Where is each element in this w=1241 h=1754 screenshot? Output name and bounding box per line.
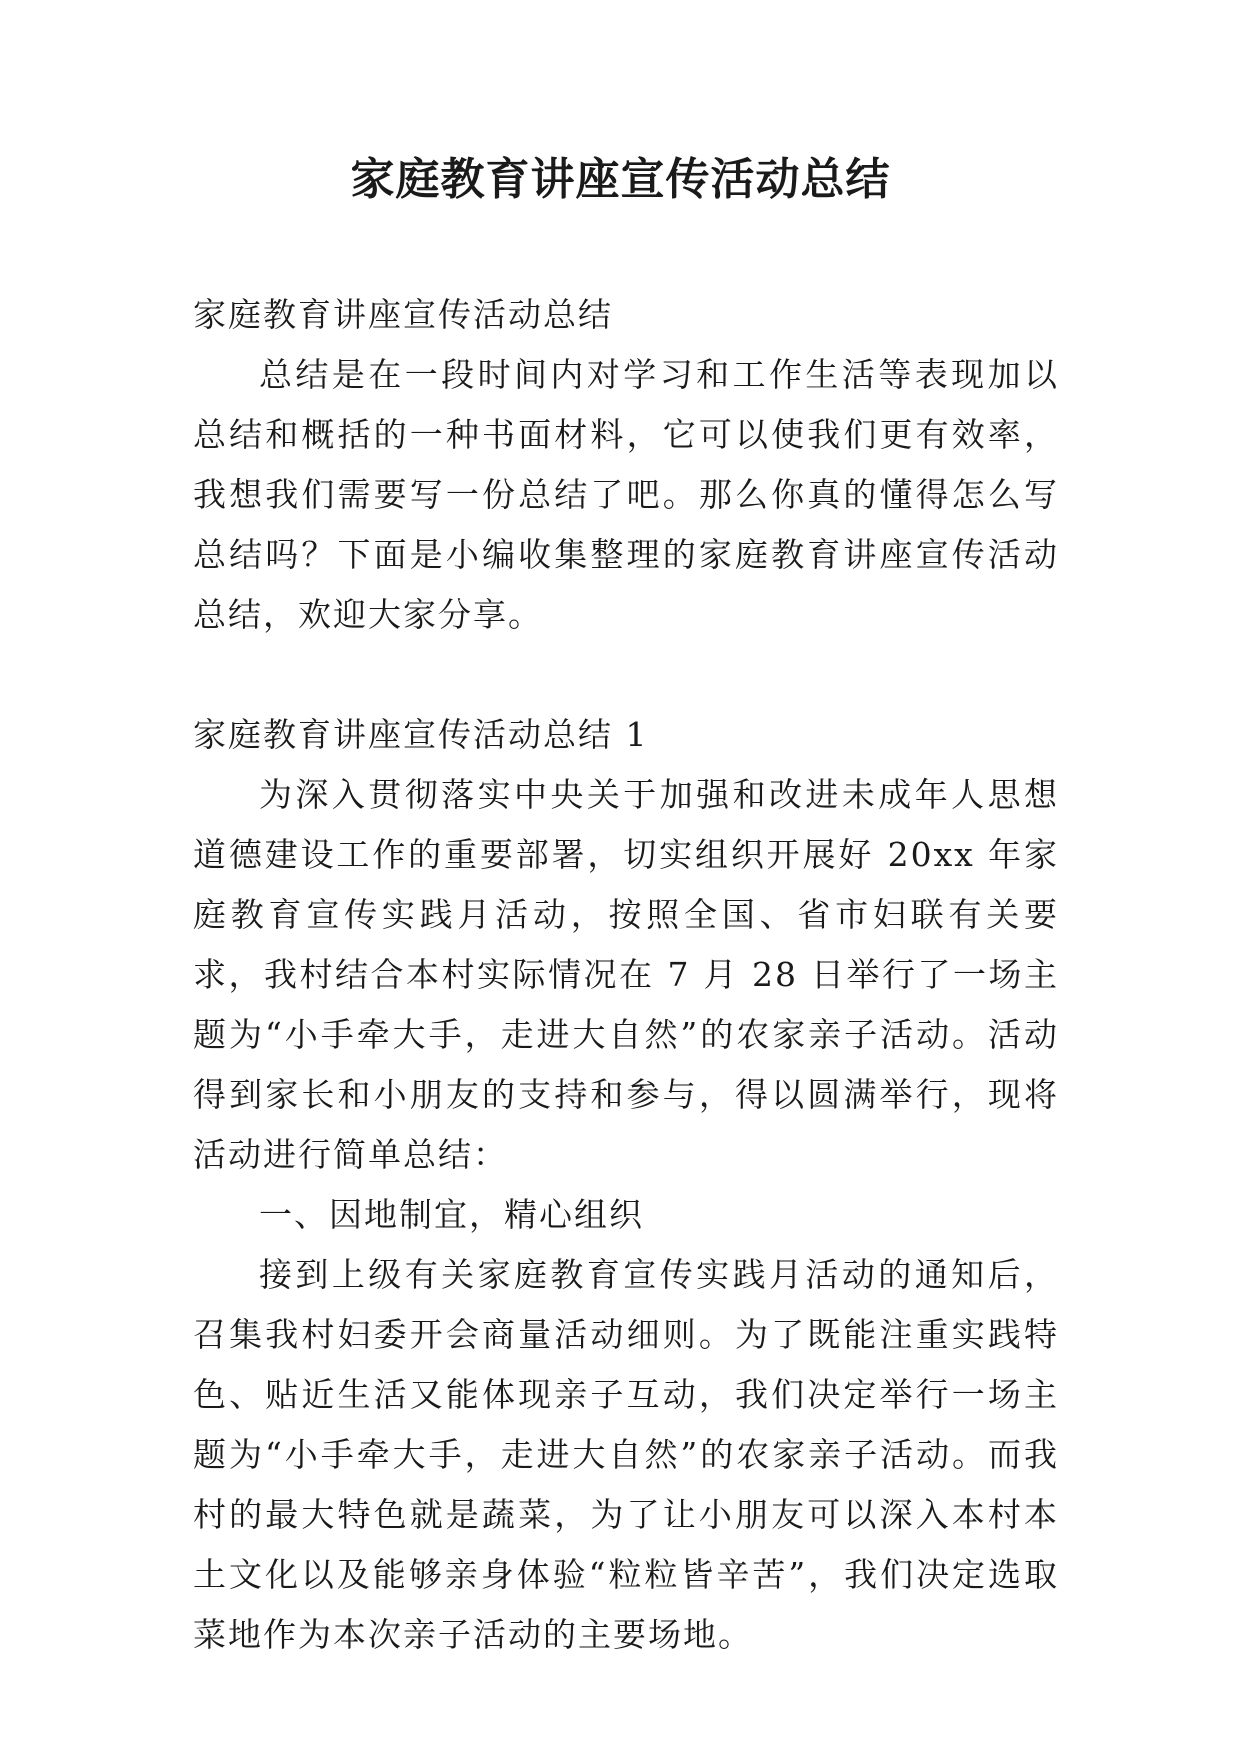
document-title: 家庭教育讲座宣传活动总结 [350,154,891,205]
subsection-heading: 一、因地制宜，精心组织 [259,1195,644,1234]
intro-paragraph: 总结是在一段时间内对学习和工作生活等表现加以总结和概括的一种书面材料，它可以使我们更有效率，我想我们需要写一份总结了吧。那么你真的懂得怎么写总结吗？下面是小编收集整理的家庭教育讲座宣传活动总结，欢迎大家分享。 [193,355,1059,634]
paragraph-spacer [193,645,1059,705]
body-paragraph: 为深入贯彻落实中央关于加强和改进未成年人思想道德建设工作的重要部署，切实组织开展好 20xx 年家庭教育宣传实践月活动，按照全国、省市妇联有关要求，我村结合本村实际情况在 7 月 28 日举行了一场主题为“小手牵大手，走进大自然”的农家亲子活动。活动得到家长和小朋友的支持和参与，得以圆满举行，现将活动进行简单总结： [193,775,1059,1174]
section-heading: 家庭教育讲座宣传活动总结 1 [193,715,649,754]
document-body [193,285,1059,1665]
section-heading: 家庭教育讲座宣传活动总结 [193,295,613,334]
body-paragraph: 接到上级有关家庭教育宣传实践月活动的通知后，召集我村妇委开会商量活动细则。为了既能注重实践特色、贴近生活又能体现亲子互动，我们决定举行一场主题为“小手牵大手，走进大自然”的农家亲子活动。而我村的最大特色就是蔬菜，为了让小朋友可以深入本村本土文化以及能够亲身体验“粒粒皆辛苦”，我们决定选取菜地作为本次亲子活动的主要场地。 [193,1255,1059,1654]
